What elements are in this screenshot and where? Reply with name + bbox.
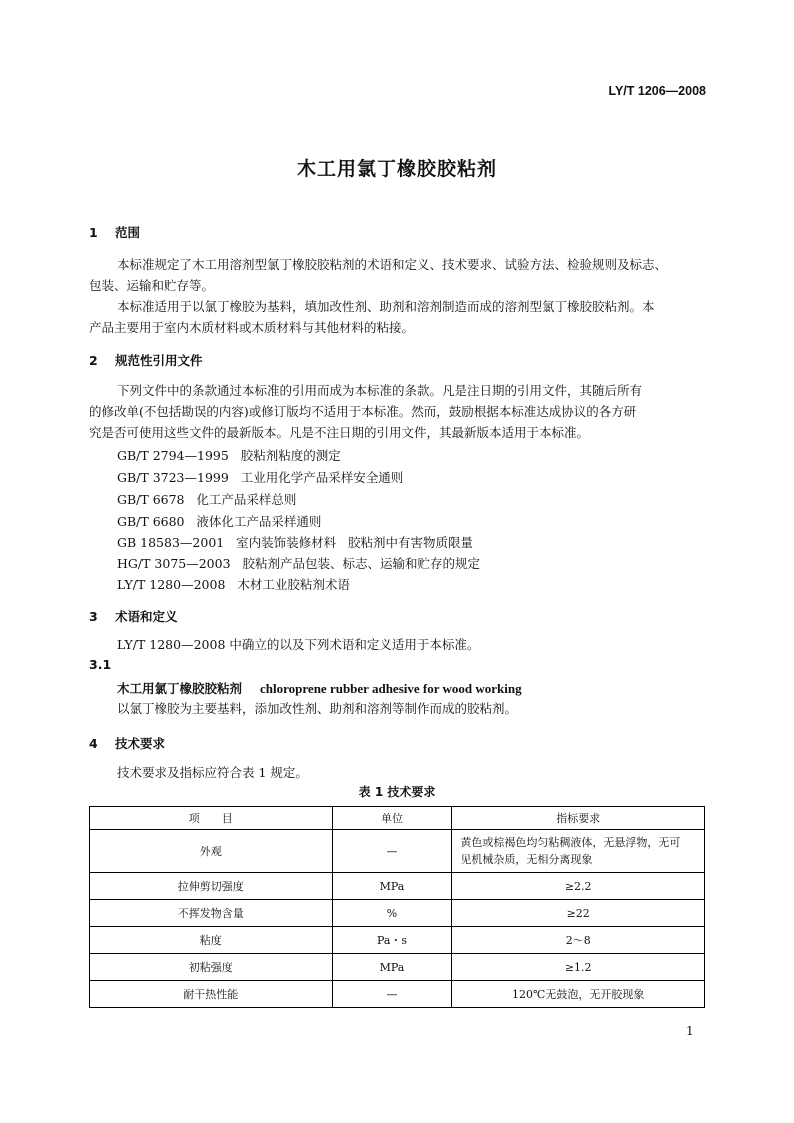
section-1-heading	[89, 223, 140, 241]
section-title: 技术要求	[115, 736, 166, 751]
cell-requirement: 120℃无鼓泡，无开胶现象	[452, 981, 705, 1008]
paragraph-line: 究是否可使用这些文件的最新版本。凡是不注日期的引用文件，其最新版本适用于本标准。	[89, 425, 590, 440]
paragraph-line: 产品主要用于室内木质材料或木质材料与其他材料的粘接。	[89, 320, 415, 335]
paragraph-line: 技术要求及指标应符合表 1 规定。	[117, 765, 308, 780]
term-entry	[117, 679, 522, 697]
section-2-heading	[89, 351, 203, 369]
cell-requirement: ≥22	[452, 900, 705, 927]
table-title: 表 1 技术要求	[358, 785, 436, 799]
reference-item: GB/T 6680 液体化工产品采样通则	[117, 514, 322, 529]
term-english: chloroprene rubber adhesive for wood working	[260, 681, 522, 696]
reference-item: LY/T 1280—2008 木材工业胶粘剂术语	[117, 577, 350, 592]
standard-number: LY/T 1206—2008	[608, 84, 706, 98]
section-number: 4	[89, 736, 98, 751]
cell-item: 耐干热性能	[90, 981, 333, 1008]
table-row	[90, 873, 705, 900]
cell-item: 粘度	[90, 927, 333, 954]
cell-item: 外观	[90, 830, 333, 873]
section-3-heading	[89, 607, 178, 625]
cell-item: 初粘强度	[90, 954, 333, 981]
section-number: 1	[89, 225, 98, 240]
subsection-number: 3.1	[89, 657, 112, 672]
table-row	[90, 830, 705, 873]
requirement-line: 黄色或棕褐色均匀粘稠液体，无悬浮物，无可	[460, 836, 681, 849]
table-row	[90, 900, 705, 927]
cell-requirement: ≥2.2	[452, 873, 705, 900]
cell-requirement: ≥1.2	[452, 954, 705, 981]
term-definition: 以氯丁橡胶为主要基料，添加改性剂、助剂和溶剂等制作而成的胶粘剂。	[117, 701, 518, 716]
paragraph-line: 包装、运输和贮存等。	[89, 278, 215, 293]
cell-item: 不挥发物含量	[90, 900, 333, 927]
cell-unit: MPa	[332, 873, 452, 900]
table-header-row	[90, 807, 705, 830]
reference-item: GB/T 2794—1995 胶粘剂粘度的测定	[117, 448, 341, 463]
paragraph-line: LY/T 1280—2008 中确立的以及下列术语和定义适用于本标准。	[117, 637, 480, 652]
section-number: 3	[89, 609, 98, 624]
paragraph-line: 本标准规定了木工用溶剂型氯丁橡胶胶粘剂的术语和定义、技术要求、试验方法、检验规则及标志、	[117, 257, 668, 272]
paragraph-line: 的修改单(不包括勘误的内容)或修订版均不适用于本标准。然而，鼓励根据本标准达成协议的各方研	[89, 404, 637, 419]
reference-item: GB/T 3723—1999 工业用化学产品采样安全通则	[117, 470, 404, 485]
reference-item: GB 18583—2001 室内装饰装修材料 胶粘剂中有害物质限量	[117, 535, 474, 550]
section-4-heading	[89, 734, 165, 752]
paragraph-line: 下列文件中的条款通过本标准的引用而成为本标准的条款。凡是注日期的引用文件，其随后所有	[117, 383, 643, 398]
table-row	[90, 927, 705, 954]
column-header-requirement: 指标要求	[452, 807, 705, 830]
cell-requirement	[452, 830, 705, 873]
page-number: 1	[686, 1024, 694, 1038]
section-number: 2	[89, 353, 98, 368]
column-header-item: 项 目	[90, 807, 333, 830]
cell-requirement: 2～8	[452, 927, 705, 954]
cell-unit: %	[332, 900, 452, 927]
cell-item: 拉伸剪切强度	[90, 873, 333, 900]
cell-unit: MPa	[332, 954, 452, 981]
section-title: 术语和定义	[115, 609, 178, 624]
paragraph-line: 本标准适用于以氯丁橡胶为基料，填加改性剂、助剂和溶剂制造而成的溶剂型氯丁橡胶胶粘剂。本	[117, 299, 655, 314]
requirement-line: 见机械杂质，无相分离现象	[460, 853, 593, 866]
section-title: 规范性引用文件	[115, 353, 203, 368]
table-row	[90, 981, 705, 1008]
term-chinese: 木工用氯丁橡胶胶粘剂	[117, 681, 243, 696]
cell-unit: —	[332, 981, 452, 1008]
section-title: 范围	[115, 225, 141, 240]
column-header-unit: 单位	[332, 807, 452, 830]
reference-item: HG/T 3075—2003 胶粘剂产品包装、标志、运输和贮存的规定	[117, 556, 480, 571]
table-row	[90, 954, 705, 981]
document-title: 木工用氯丁橡胶胶粘剂	[296, 158, 497, 180]
technical-requirements-table	[89, 806, 705, 1008]
cell-unit: Pa・s	[332, 927, 452, 954]
reference-item: GB/T 6678 化工产品采样总则	[117, 492, 297, 507]
cell-unit: —	[332, 830, 452, 873]
